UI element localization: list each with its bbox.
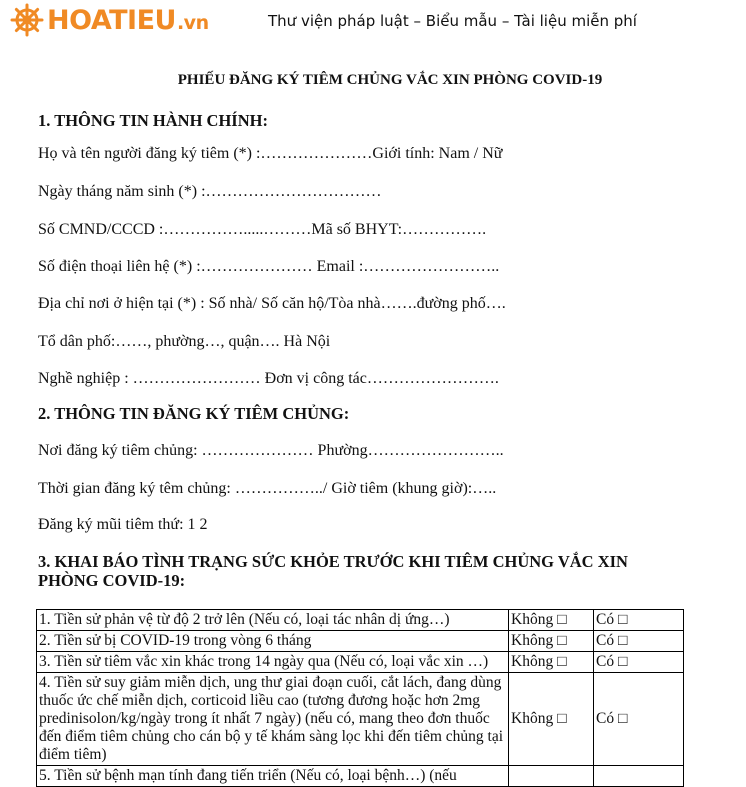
field-vaccination-place: Nơi đăng ký tiêm chủng: ………………… Phường…………………….. (38, 442, 504, 459)
table-row (37, 631, 684, 652)
answer-no-checkbox[interactable]: Không □ (509, 610, 594, 631)
answer-yes-checkbox[interactable]: Có □ (594, 673, 684, 766)
document-title: PHIẾU ĐĂNG KÝ TIÊM CHỦNG VẮC XIN PHÒNG COVID-19 (177, 72, 603, 88)
section-2-heading: 2. THÔNG TIN ĐĂNG KÝ TIÊM CHỦNG: (38, 404, 350, 423)
health-question: 2. Tiền sử bị COVID-19 trong vòng 6 tháng (37, 631, 509, 652)
answer-no-checkbox[interactable] (509, 766, 594, 787)
field-vaccination-time: Thời gian đăng ký têm chủng: ……………../ Giờ tiêm (khung giờ):….. (38, 480, 497, 497)
field-id-insurance: Số CMND/CCCD :…………….....………Mã số BHYT:……………. (38, 221, 487, 238)
answer-no-checkbox[interactable]: Không □ (509, 652, 594, 673)
table-row (37, 652, 684, 673)
logo-text: HOATIEU.vn (47, 4, 209, 36)
field-address: Địa chỉ nơi ở hiện tại (*) : Số nhà/ Số căn hộ/Tòa nhà…….đường phố…. (38, 295, 506, 312)
answer-yes-checkbox[interactable] (594, 766, 684, 787)
field-phone-email: Số điện thoại liên hệ (*) :………………… Email :…………………….. (38, 258, 500, 275)
health-declaration-table (36, 609, 684, 787)
site-logo[interactable] (10, 3, 209, 37)
field-date-of-birth: Ngày tháng năm sinh (*) :…………………………… (38, 183, 382, 200)
health-question: 3. Tiền sử tiêm vắc xin khác trong 14 ngày qua (Nếu có, loại vắc xin …) (37, 652, 509, 673)
ship-wheel-icon (10, 3, 44, 37)
field-occupation: Nghề nghiệp : …………………… Đơn vị công tác……………………. (38, 370, 499, 387)
table-row (37, 673, 684, 766)
table-row (37, 766, 684, 787)
site-header (0, 0, 746, 44)
answer-no-checkbox[interactable]: Không □ (509, 631, 594, 652)
answer-yes-checkbox[interactable]: Có □ (594, 631, 684, 652)
site-tagline: Thư viện pháp luật – Biểu mẫu – Tài liệu miễn phí (268, 12, 637, 30)
field-dose-number: Đăng ký mũi tiêm thứ: 1 2 (38, 516, 208, 533)
answer-no-checkbox[interactable]: Không □ (509, 673, 594, 766)
answer-yes-checkbox[interactable]: Có □ (594, 652, 684, 673)
health-question: 4. Tiền sử suy giảm miễn dịch, ung thư giai đoạn cuối, cắt lách, đang dùng thuốc ức chế miễn dịch, corticoid liều cao (tương đương hoặc hơn 2mg predinisolon/kg/ngày trong ít nhất 7 ngày) (nếu có, mang theo đơn thuốc đến điểm tiêm chủng cho cán bộ y tế khám sàng lọc khi đến tiêm chủng tại điểm tiêm) (37, 673, 509, 766)
section-3-heading: 3. KHAI BÁO TÌNH TRẠNG SỨC KHỎE TRƯỚC KHI TIÊM CHỦNG VẮC XIN PHÒNG COVID-19: (38, 552, 628, 590)
field-full-name: Họ và tên người đăng ký tiêm (*) :…………………Giới tính: Nam / Nữ (38, 145, 503, 162)
field-ward-district: Tổ dân phố:……, phường…, quận…. Hà Nội (38, 333, 331, 350)
table-row (37, 610, 684, 631)
health-question: 1. Tiền sử phản vệ từ độ 2 trở lên (Nếu có, loại tác nhân dị ứng…) (37, 610, 509, 631)
health-question: 5. Tiền sử bệnh mạn tính đang tiến triển (Nếu có, loại bệnh…) (nếu (37, 766, 509, 787)
answer-yes-checkbox[interactable]: Có □ (594, 610, 684, 631)
section-1-heading: 1. THÔNG TIN HÀNH CHÍNH: (38, 111, 268, 130)
